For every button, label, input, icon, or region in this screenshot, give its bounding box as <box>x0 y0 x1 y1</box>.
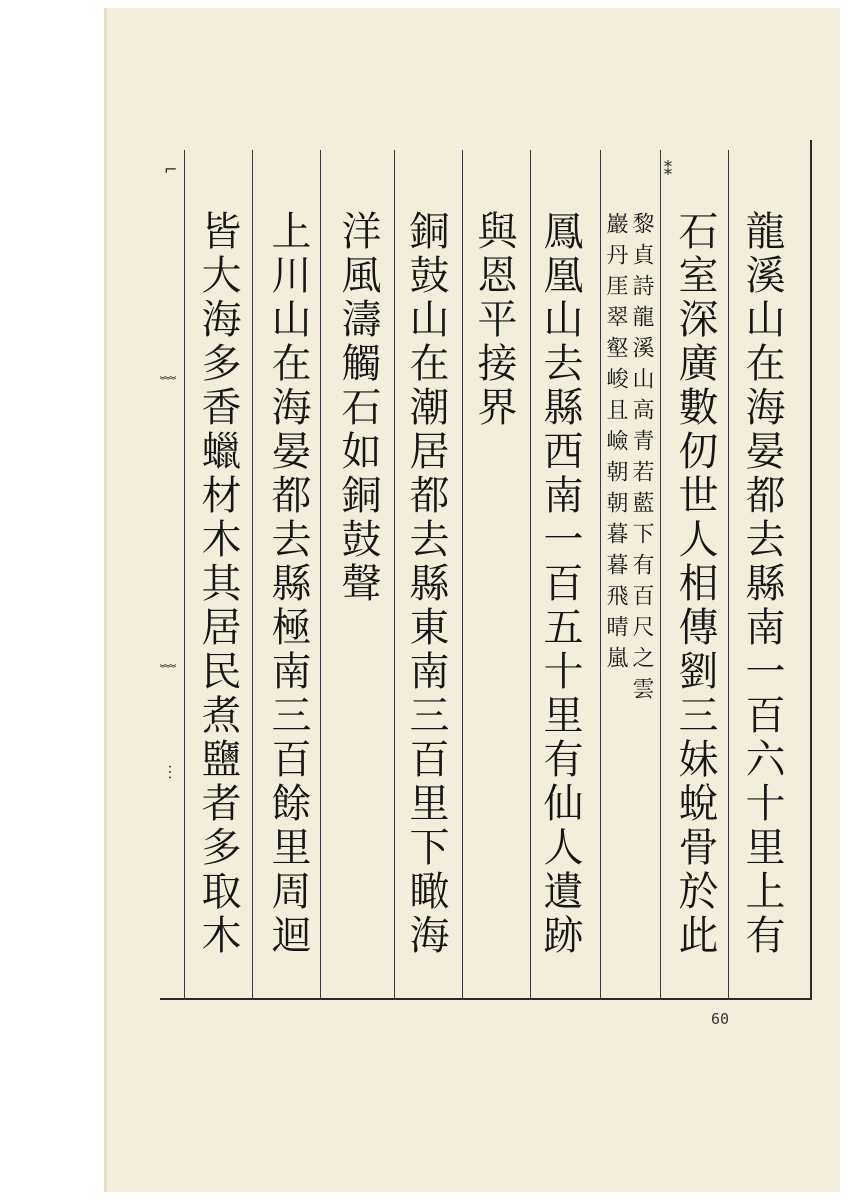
text-column-7: 上川山在海晏都去縣極南三百餘里周迴 <box>265 210 311 958</box>
page-number: 60 <box>711 1010 730 1028</box>
page-edge <box>104 8 107 1192</box>
note-column-2: 巖丹厓翠壑峻且嶮朝朝暮暮飛晴嵐 <box>603 212 628 677</box>
margin-mark: ﹌ <box>160 375 177 394</box>
column-rule <box>252 150 253 1000</box>
column-rule <box>394 150 395 1000</box>
text-column-1: 龍溪山在海晏都去縣南一百六十里上有 <box>739 210 785 958</box>
text-column-4: 與恩平接界 <box>471 210 517 430</box>
column-rule <box>320 150 321 1000</box>
column-rule <box>530 150 531 1000</box>
note-column-1: 黎貞詩龍溪山高青若藍下有百尺之雲 <box>629 212 654 708</box>
margin-mark: ⌐ <box>164 160 178 179</box>
text-column-6: 洋風濤觸石如銅鼓聲 <box>335 210 381 606</box>
annotation-mark: ⁑ <box>664 160 672 179</box>
text-column-5: 銅鼓山在潮居都去縣東南三百里下瞰海 <box>403 210 449 958</box>
column-rule <box>600 150 601 1000</box>
column-rule <box>660 150 661 1000</box>
column-rule <box>184 150 185 1000</box>
column-rule <box>728 150 729 1000</box>
text-column-8: 皆大海多香蠟材木其居民煮鹽者多取木 <box>195 210 241 958</box>
frame-border-bottom <box>160 998 812 1000</box>
margin-mark: ﹌ <box>160 663 177 682</box>
margin-mark: ︙ <box>162 763 179 782</box>
text-column-2: 石室深廣數仞世人相傳劉三妹蛻骨於此 <box>672 210 718 958</box>
column-rule <box>462 150 463 1000</box>
text-column-3: 鳳凰山去縣西南一百五十里有仙人遺跡 <box>537 210 583 958</box>
frame-border-right <box>810 140 812 1000</box>
